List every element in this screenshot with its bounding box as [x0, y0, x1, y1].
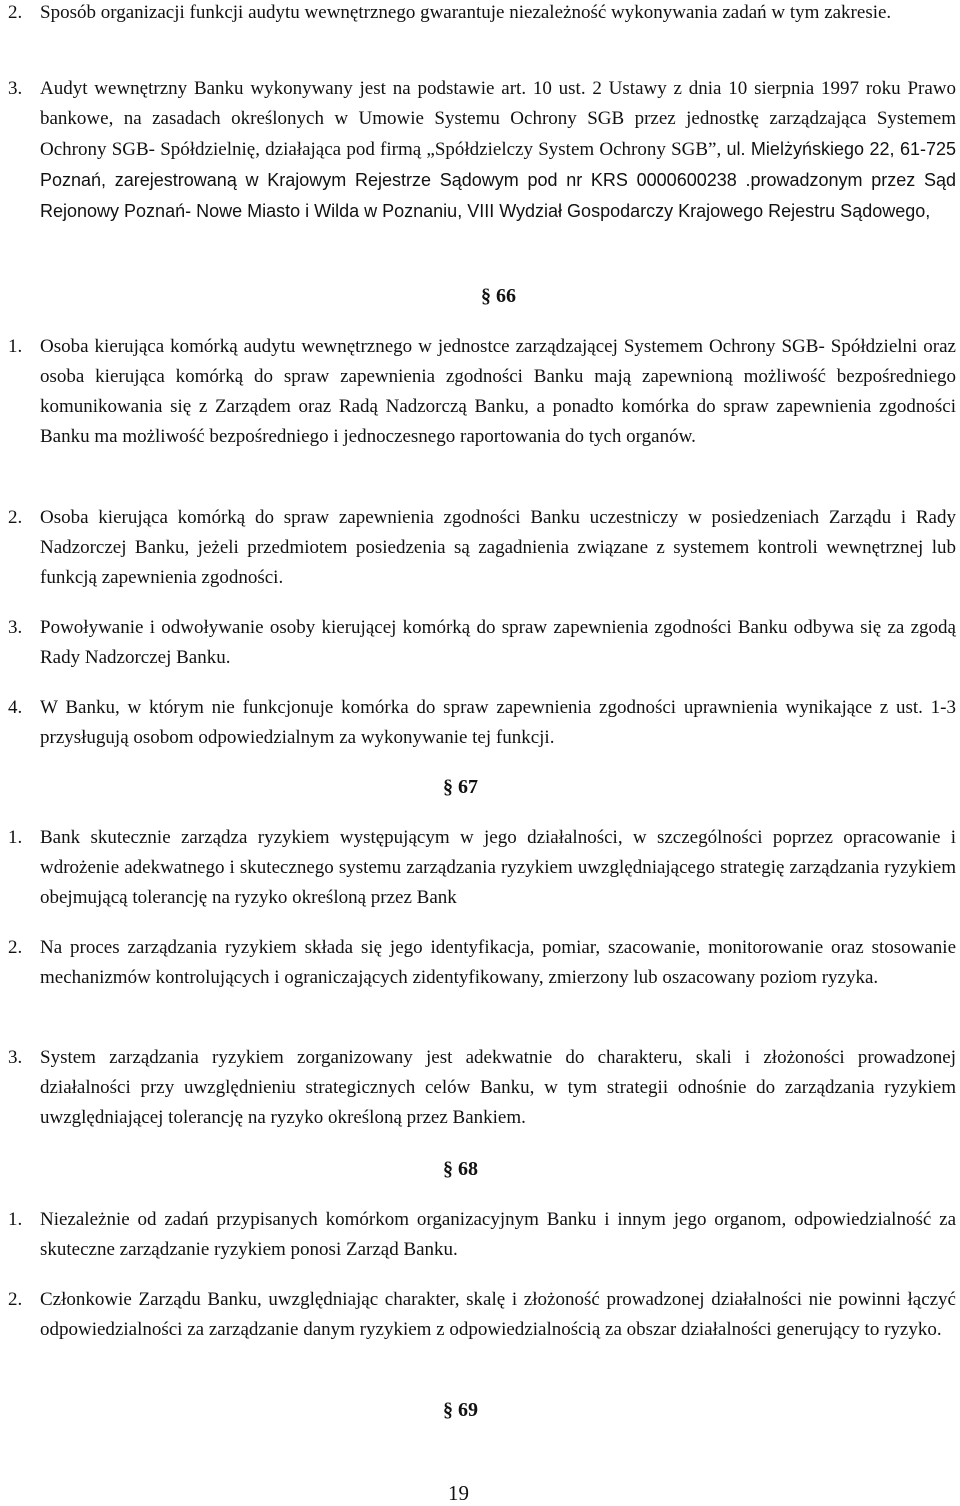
paragraph-item	[8, 74, 956, 227]
item-number: 1.	[8, 336, 23, 357]
item-number: 4.	[8, 697, 23, 718]
item-number: 1.	[8, 1209, 23, 1230]
item-number: 1.	[8, 827, 23, 848]
item-number: 3.	[8, 1047, 23, 1068]
section-heading: § 66	[481, 285, 516, 307]
item-text: Osoba kierująca komórką do spraw zapewnienia zgodności Banku uczestniczy w posiedzeniach Zarządu i Rady Nadzorczej Banku, jeżeli przedmiotem posiedzenia są zagadnienia związane z systemem kontroli wewnętrznej lub funkcją zapewnienia zgodności.	[40, 507, 956, 588]
section-heading: § 67	[443, 776, 478, 798]
paragraph-item	[8, 1285, 956, 1345]
paragraph-item	[8, 1205, 956, 1265]
paragraph-item	[8, 613, 956, 673]
item-text: Osoba kierująca komórką audytu wewnętrznego w jednostce zarządzającej Systemem Ochrony SGB- Spółdzielni oraz osoba kierująca komórką do spraw zapewnienia zgodności Banku mają zapewnioną możliwość bezpośredniego komunikowania się z Zarządem oraz Radą Nadzorczą Banku, a ponadto komórka do spraw zapewnienia zgodności Banku ma możliwość bezpośredniego i jednoczesnego raportowania do tych organów.	[40, 336, 956, 447]
item-text: W Banku, w którym nie funkcjonuje komórka do spraw zapewnienia zgodności uprawnienia wynikające z ust. 1-3 przysługują osobom odpowiedzialnym za wykonywanie tej funkcji.	[40, 697, 956, 748]
item-text: Członkowie Zarządu Banku, uwzględniając charakter, skalę i złożoność prowadzonej działalności nie powinni łączyć odpowiedzialności za zarządzanie danym ryzykiem z odpowiedzialnością za obszar działalności generujący to ryzyko.	[40, 1289, 956, 1340]
section-heading: § 69	[443, 1399, 478, 1421]
paragraph-item	[8, 823, 956, 913]
paragraph-item	[8, 933, 956, 993]
item-text: Sposób organizacji funkcji audytu wewnętrznego gwarantuje niezależność wykonywania zadań w tym zakresie.	[40, 2, 892, 23]
item-text: Na proces zarządzania ryzykiem składa się jego identyfikacja, pomiar, szacowanie, monitorowanie oraz stosowanie mechanizmów kontrolujących i ograniczających zidentyfikowany, zmierzony lub oszacowany poziom ryzyka.	[40, 937, 956, 988]
item-number: 2.	[8, 1289, 23, 1310]
item-number: 2.	[8, 507, 23, 528]
item-text-part: Audyt wewnętrzny Banku wykonywany jest na podstawie art. 10 ust. 2 Ustawy z dnia 10 sierpnia 1997 roku Prawo bankowe, na zasadach określonych w Umowie Systemu Ochrony SGB przez jednostkę zarządzająca Systemem Ochrony SGB- Spółdzielnię, działająca pod firmą „Spółdzielczy System Ochrony SGB”,	[40, 78, 956, 160]
paragraph-item	[8, 693, 956, 753]
paragraph-item	[8, 1043, 956, 1133]
item-text: Niezależnie od zadań przypisanych komórkom organizacyjnym Banku i innym jego organom, odpowiedzialność za skuteczne zarządzanie ryzykiem ponosi Zarząd Banku.	[40, 1209, 956, 1260]
item-number: 2.	[8, 2, 23, 23]
paragraph-item	[8, 503, 956, 593]
paragraph-item	[8, 332, 956, 452]
section-heading: § 68	[443, 1158, 478, 1180]
item-text-address: ul. Mielżyńskiego 22, 61-725 Poznań, zarejestrowaną w Krajowym Rejestrze Sądowym pod nr KRS 0000600238 .prowadzonym przez Sąd Rejonowy Poznań- Nowe Miasto i Wilda w Poznaniu, VIII Wydział Gospodarczy Krajowego Rejestru Sądowego,	[40, 139, 956, 221]
item-number: 3.	[8, 617, 23, 638]
paragraph-item	[8, 0, 956, 28]
item-text: Powoływanie i odwoływanie osoby kierującej komórką do spraw zapewnienia zgodności Banku odbywa się za zgodą Rady Nadzorczej Banku.	[40, 617, 956, 668]
item-number: 3.	[8, 78, 23, 99]
page-number: 19	[448, 1481, 469, 1505]
item-text: Bank skutecznie zarządza ryzykiem występującym w jego działalności, w szczególności poprzez opracowanie i wdrożenie adekwatnego i skutecznego systemu zarządzania ryzykiem uwzględniającego strategię zarządzania ryzykiem obejmującą tolerancję na ryzyko określoną przez Bank	[40, 827, 956, 908]
item-text: System zarządzania ryzykiem zorganizowany jest adekwatnie do charakteru, skali i złożoności prowadzonej działalności przy uwzględnieniu strategicznych celów Banku, w tym strategii odnośnie do zarządzania ryzykiem uwzględniającej tolerancję na ryzyko określoną przez Bankiem.	[40, 1047, 956, 1128]
item-text	[40, 74, 956, 227]
item-number: 2.	[8, 937, 23, 958]
